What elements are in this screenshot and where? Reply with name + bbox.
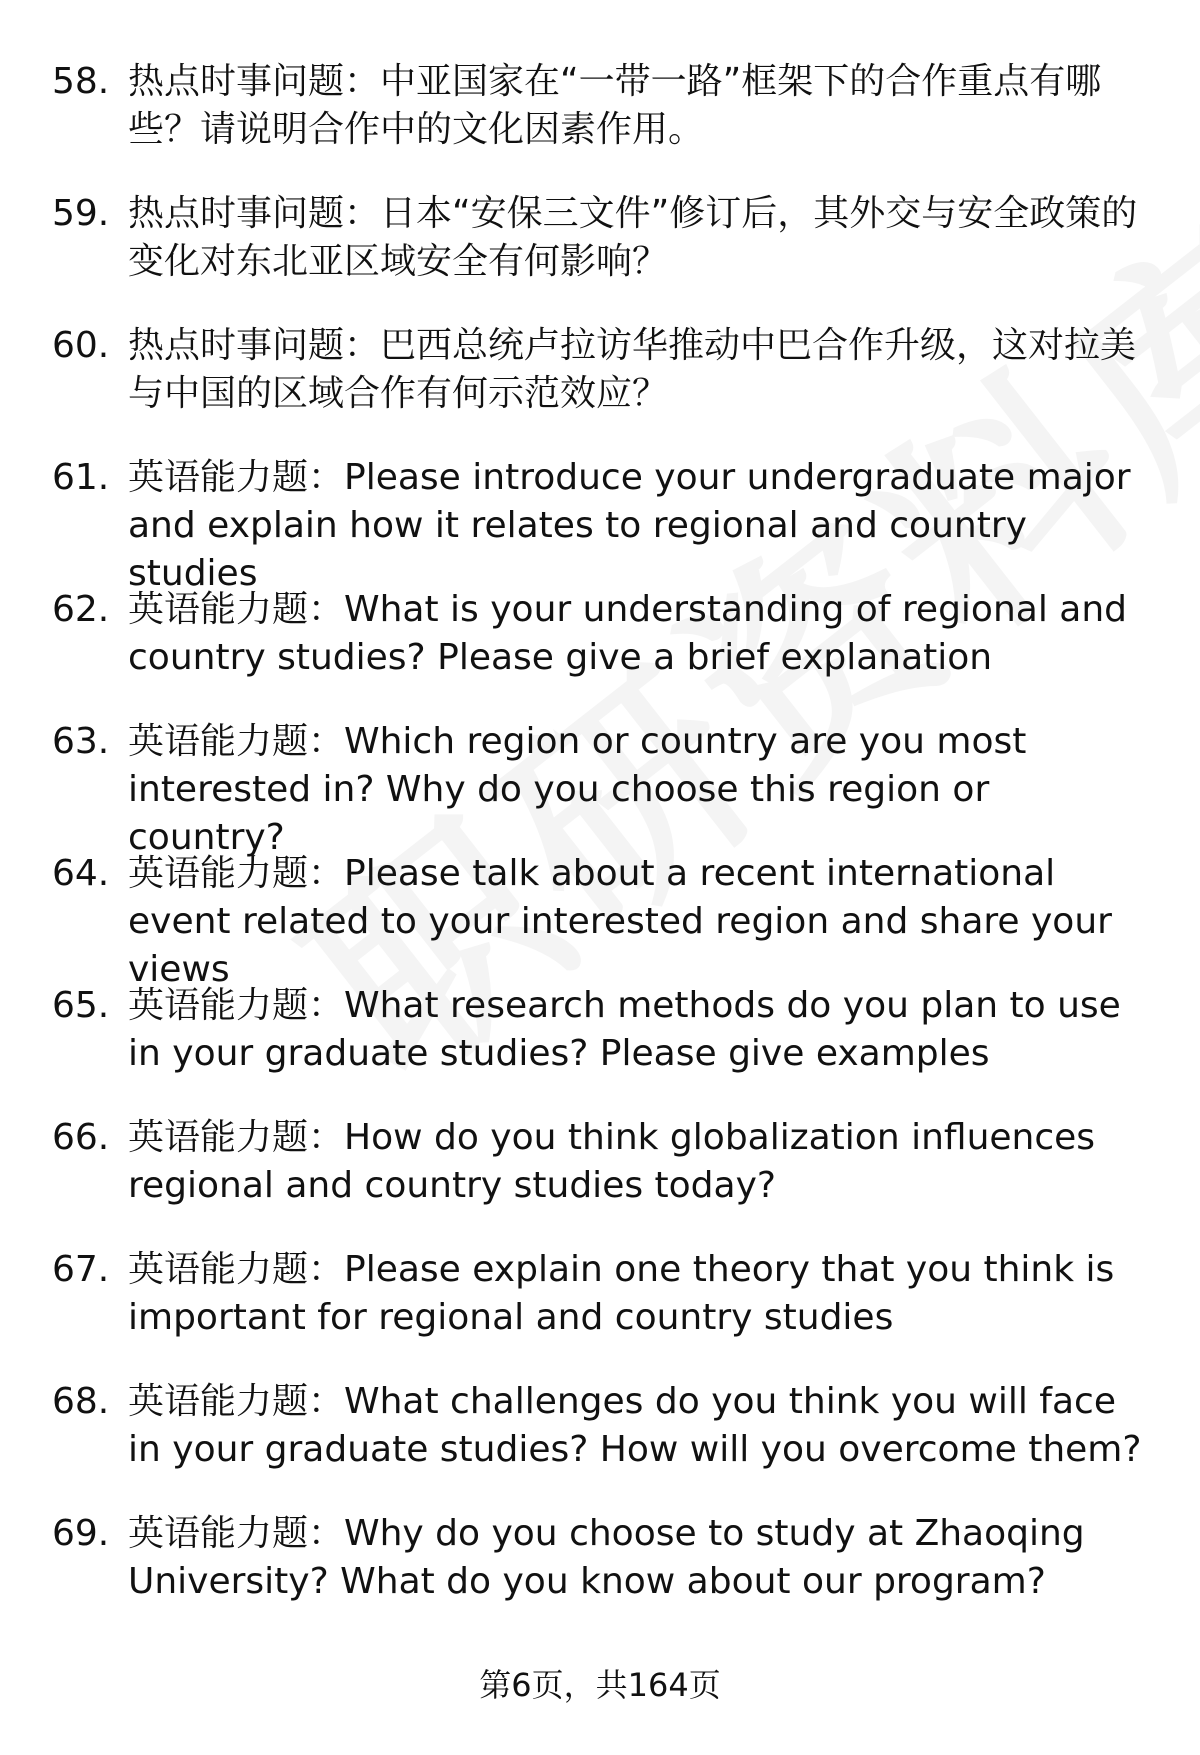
question-item: [0, 454, 1200, 594]
question-number: 68.: [52, 1381, 110, 1422]
question-text: 英语能力题：Which region or country are you most interested in? Why do you choose this region or country?: [128, 721, 1027, 858]
question-item: [0, 1378, 1200, 1510]
question-number: 64.: [52, 853, 110, 894]
question-item: [0, 58, 1200, 190]
question-item: [0, 982, 1200, 1114]
question-number: 67.: [52, 1249, 110, 1290]
question-number: 58.: [52, 61, 110, 102]
question-text: 英语能力题：What challenges do you think you will face in your graduate studies? How will you overcome them?: [128, 1381, 1142, 1470]
question-text: 热点时事问题：巴西总统卢拉访华推动中巴合作升级，这对拉美与中国的区域合作有何示范效应？: [128, 325, 1137, 414]
question-number: 61.: [52, 457, 110, 498]
question-item: [0, 190, 1200, 322]
question-text: 英语能力题：What research methods do you plan to use in your graduate studies? Please give examples: [128, 985, 1121, 1074]
question-item: [0, 586, 1200, 718]
question-text: 热点时事问题：中亚国家在“一带一路”框架下的合作重点有哪些？请说明合作中的文化因素作用。: [128, 61, 1102, 150]
question-number: 63.: [52, 721, 110, 762]
question-list: [0, 58, 1200, 1642]
question-item: [0, 1510, 1200, 1642]
question-item: [0, 718, 1200, 858]
question-number: 65.: [52, 985, 110, 1026]
question-text: 英语能力题：Please talk about a recent international event related to your interested region and share your views: [128, 853, 1112, 990]
question-text: 英语能力题：How do you think globalization influences regional and country studies today?: [128, 1117, 1096, 1206]
question-item: [0, 1246, 1200, 1378]
question-number: 66.: [52, 1117, 110, 1158]
question-text: 热点时事问题：日本“安保三文件”修订后，其外交与安全政策的变化对东北亚区域安全有何影响？: [128, 193, 1138, 282]
question-number: 59.: [52, 193, 110, 234]
question-text: 英语能力题：What is your understanding of regional and country studies? Please give a brief explanation: [128, 589, 1128, 678]
question-number: 69.: [52, 1513, 110, 1554]
question-number: 60.: [52, 325, 110, 366]
question-text: 英语能力题：Please explain one theory that you think is important for regional and country studies: [128, 1249, 1115, 1338]
question-text: 英语能力题：Why do you choose to study at Zhaoqing University? What do you know about our program?: [128, 1513, 1085, 1602]
question-item: [0, 322, 1200, 454]
question-text: 英语能力题：Please introduce your undergraduate major and explain how it relates to regional and country studies: [128, 457, 1131, 594]
question-item: [0, 1114, 1200, 1246]
question-item: [0, 850, 1200, 990]
question-number: 62.: [52, 589, 110, 630]
page-footer: 第6页，共164页: [479, 1666, 721, 1704]
